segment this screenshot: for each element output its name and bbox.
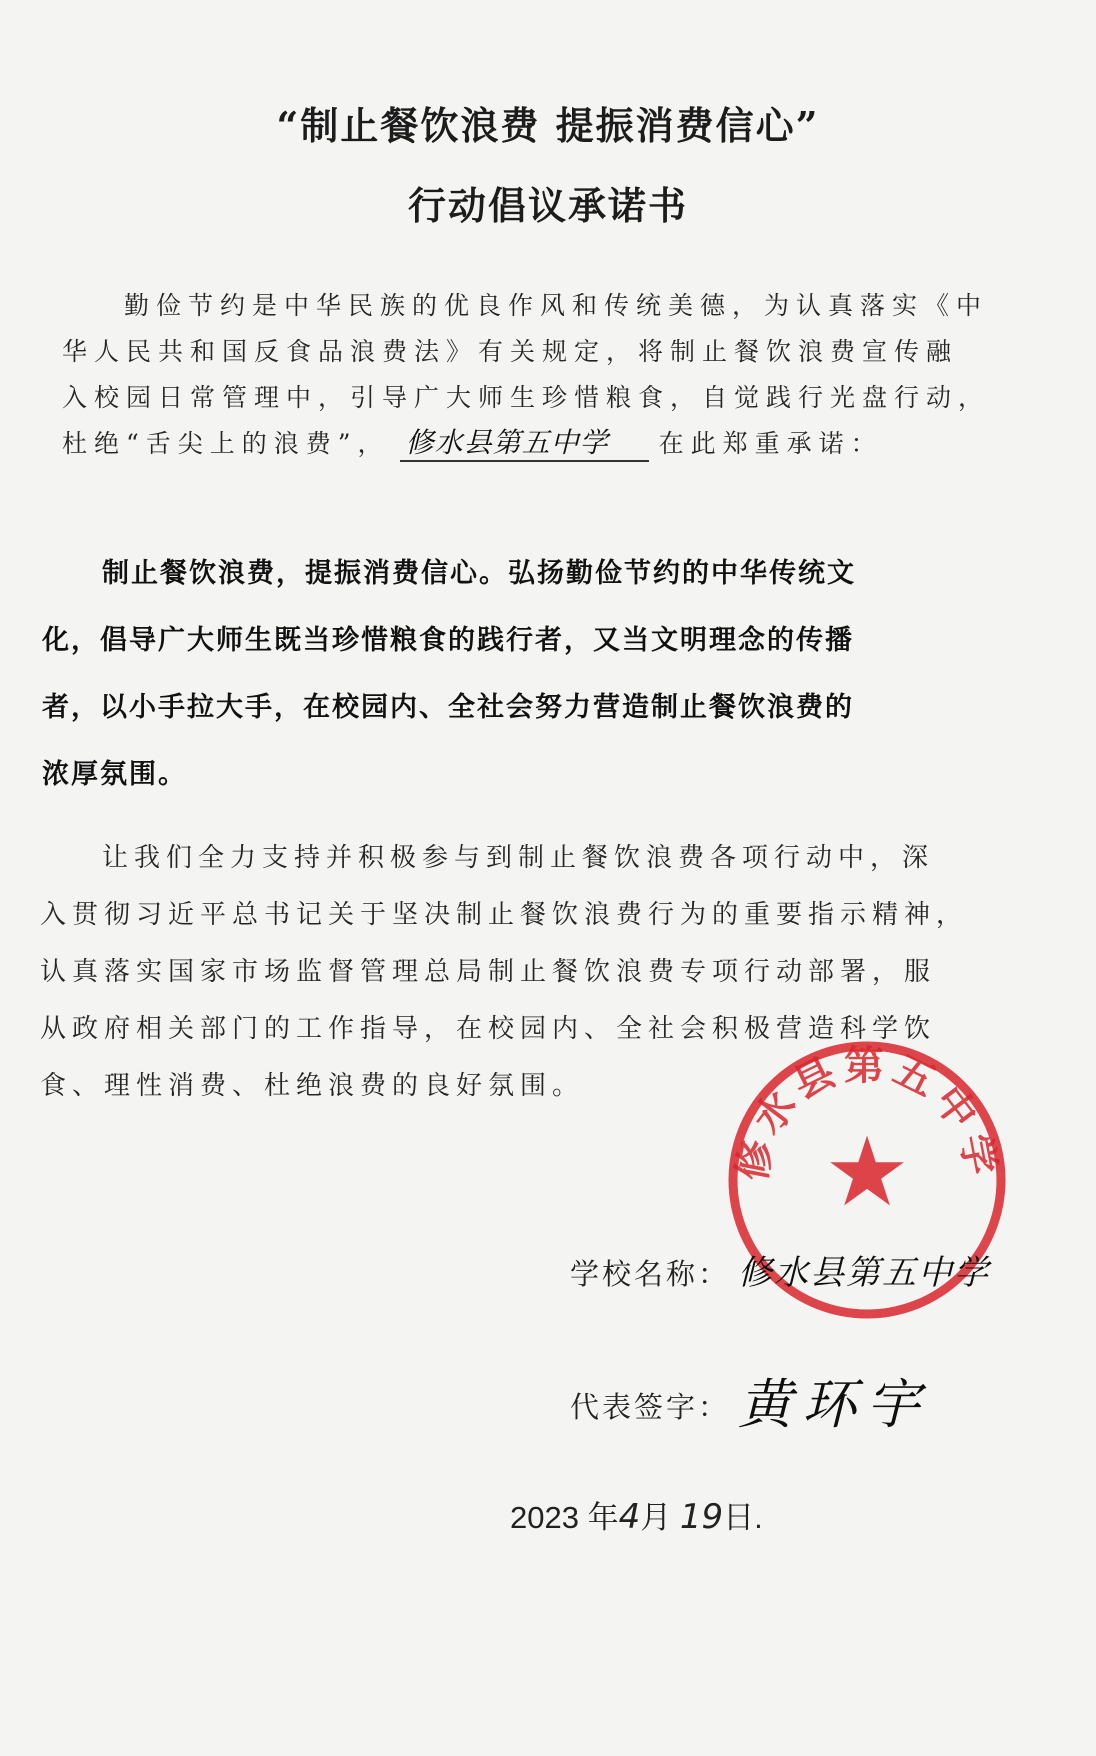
date-line xyxy=(510,1492,763,1537)
support-line-3: 认真落实国家市场监督管理总局制止餐饮浪费专项行动部署，服 xyxy=(40,957,937,987)
support-line-5: 食、理性消费、杜绝浪费的良好氛围。 xyxy=(40,1071,585,1101)
support-line-1: 让我们全力支持并积极参与到制止餐饮浪费各项行动中，深 xyxy=(102,843,935,873)
date-year-unit: 年 xyxy=(587,1500,619,1535)
representative-row xyxy=(570,1362,930,1439)
pledge-paragraph xyxy=(42,540,856,808)
intro-line-2: 华人民共和国反食品浪费法》有关规定，将制止餐饮浪费宣传融 xyxy=(62,337,959,366)
date-day-unit: 日. xyxy=(723,1500,763,1535)
support-line-2: 入贯彻习近平总书记关于坚决制止餐饮浪费行为的重要指示精神， xyxy=(40,900,969,930)
intro-paragraph xyxy=(62,283,990,467)
school-name-row xyxy=(570,1245,990,1294)
representative-label: 代表签字： xyxy=(570,1390,731,1424)
date-year: 2023 xyxy=(510,1500,579,1535)
date-day: 19 xyxy=(679,1497,724,1537)
seal-star-icon: ★ xyxy=(823,1116,911,1228)
handwritten-school-name: 修水县第五中学 xyxy=(400,426,649,462)
pledge-line-4: 浓厚氛围。 xyxy=(42,759,187,790)
intro-line-1: 勤俭节约是中华民族的优良作风和传统美德，为认真落实《中 xyxy=(124,291,989,320)
intro-line-4-prefix: 杜绝“舌尖上的浪费”， xyxy=(62,429,390,458)
title-line-2: 行动倡议承诺书 xyxy=(407,183,688,228)
pledge-line-3: 者，以小手拉大手，在校园内、全社会努力营造制止餐饮浪费的 xyxy=(42,692,854,723)
intro-line-3: 入校园日常管理中，引导广大师生珍惜粮食，自觉践行光盘行动， xyxy=(62,383,991,412)
pledge-line-2: 化，倡导广大师生既当珍惜粮食的践行者，又当文明理念的传播 xyxy=(42,625,854,656)
school-name-label: 学校名称： xyxy=(570,1257,731,1291)
representative-signature: 黄环宇 xyxy=(738,1373,931,1436)
date-month: 4 xyxy=(618,1497,641,1537)
intro-line-4-suffix: 在此郑重承诺： xyxy=(658,429,883,458)
pledge-line-1: 制止餐饮浪费，提振消费信心。弘扬勤俭节约的中华传统文 xyxy=(102,558,856,589)
date-month-unit: 月 xyxy=(640,1500,672,1535)
intro-line-4 xyxy=(62,421,990,467)
seal-text-path: 修水县第五中学 xyxy=(729,1042,1005,1185)
title-line-1: “制止餐饮浪费 提振消费信心” xyxy=(276,103,820,148)
school-name-signature: 修水县第五中学 xyxy=(738,1253,991,1293)
support-line-4: 从政府相关部门的工作指导，在校园内、全社会积极营造科学饮 xyxy=(40,1014,937,1044)
